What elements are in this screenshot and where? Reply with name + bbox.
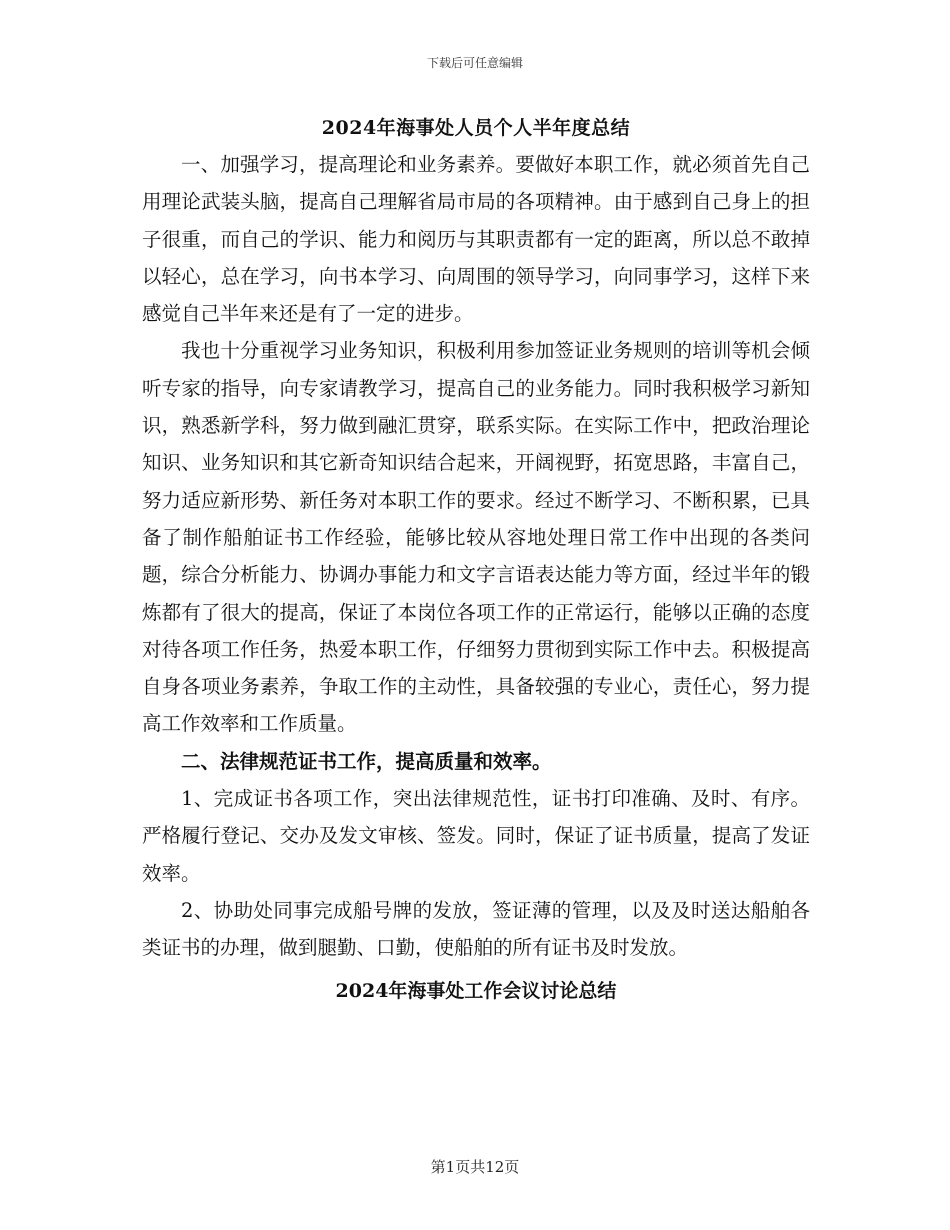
- page-indicator: 第1页共12页: [430, 1158, 520, 1176]
- paragraph-4: 2、协助处同事完成船号牌的发放，签证薄的管理，以及及时送达船舶各类证书的办理，做到腿勤、口勤，使船舶的所有证书及时发放。: [142, 898, 810, 960]
- paragraph-2: 我也十分重视学习业务知识，积极利用参加签证业务规则的培训等机会倾听专家的指导，向专家请教学习，提高自己的业务能力。同时我积极学习新知识，熟悉新学科，努力做到融汇贯穿，联系实际。在实际工作中，把政治理论知识、业务知识和其它新奇知识结合起来，开阔视野，拓宽思路，丰富自己，努力适应新形势、新任务对本职工作的要求。经过不断学习、不断积累，已具备了制作船舶证书工作经验，能够比较从容地处理日常工作中出现的各类问题，综合分析能力、协调办事能力和文字言语表达能力等方面，经过半年的锻炼都有了很大的提高，保证了本岗位各项工作的正常运行，能够以正确的态度对待各项工作任务，热爱本职工作，仔细努力贯彻到实际工作中去。积极提高自身各项业务素养，争取工作的主动性，具备较强的专业心，责任心，努力提高工作效率和工作质量。: [142, 339, 810, 736]
- document-title: 2024年海事处人员个人半年度总结: [321, 117, 631, 139]
- section-heading-2: 二、法律规范证书工作，提高质量和效率。: [181, 749, 552, 773]
- header-note: 下载后可任意编辑: [426, 56, 523, 70]
- paragraph-3: 1、完成证书各项工作，突出法律规范性，证书打印准确、及时、有序。严格履行登记、交办及发文审核、签发。同时，保证了证书质量，提高了发证效率。: [142, 787, 810, 885]
- paragraph-1: 一、加强学习，提高理论和业务素养。要做好本职工作，就必须首先自己用理论武装头脑，提高自己理解省局市局的各项精神。由于感到自己身上的担子很重，而自己的学识、能力和阅历与其职责都有一定的距离，所以总不敢掉以轻心，总在学习，向书本学习、向周围的领导学习，向同事学习，这样下来感觉自己半年来还是有了一定的进步。: [142, 153, 810, 326]
- document-body: [142, 110, 810, 1009]
- second-document-title: 2024年海事处工作会议讨论总结: [335, 979, 617, 1002]
